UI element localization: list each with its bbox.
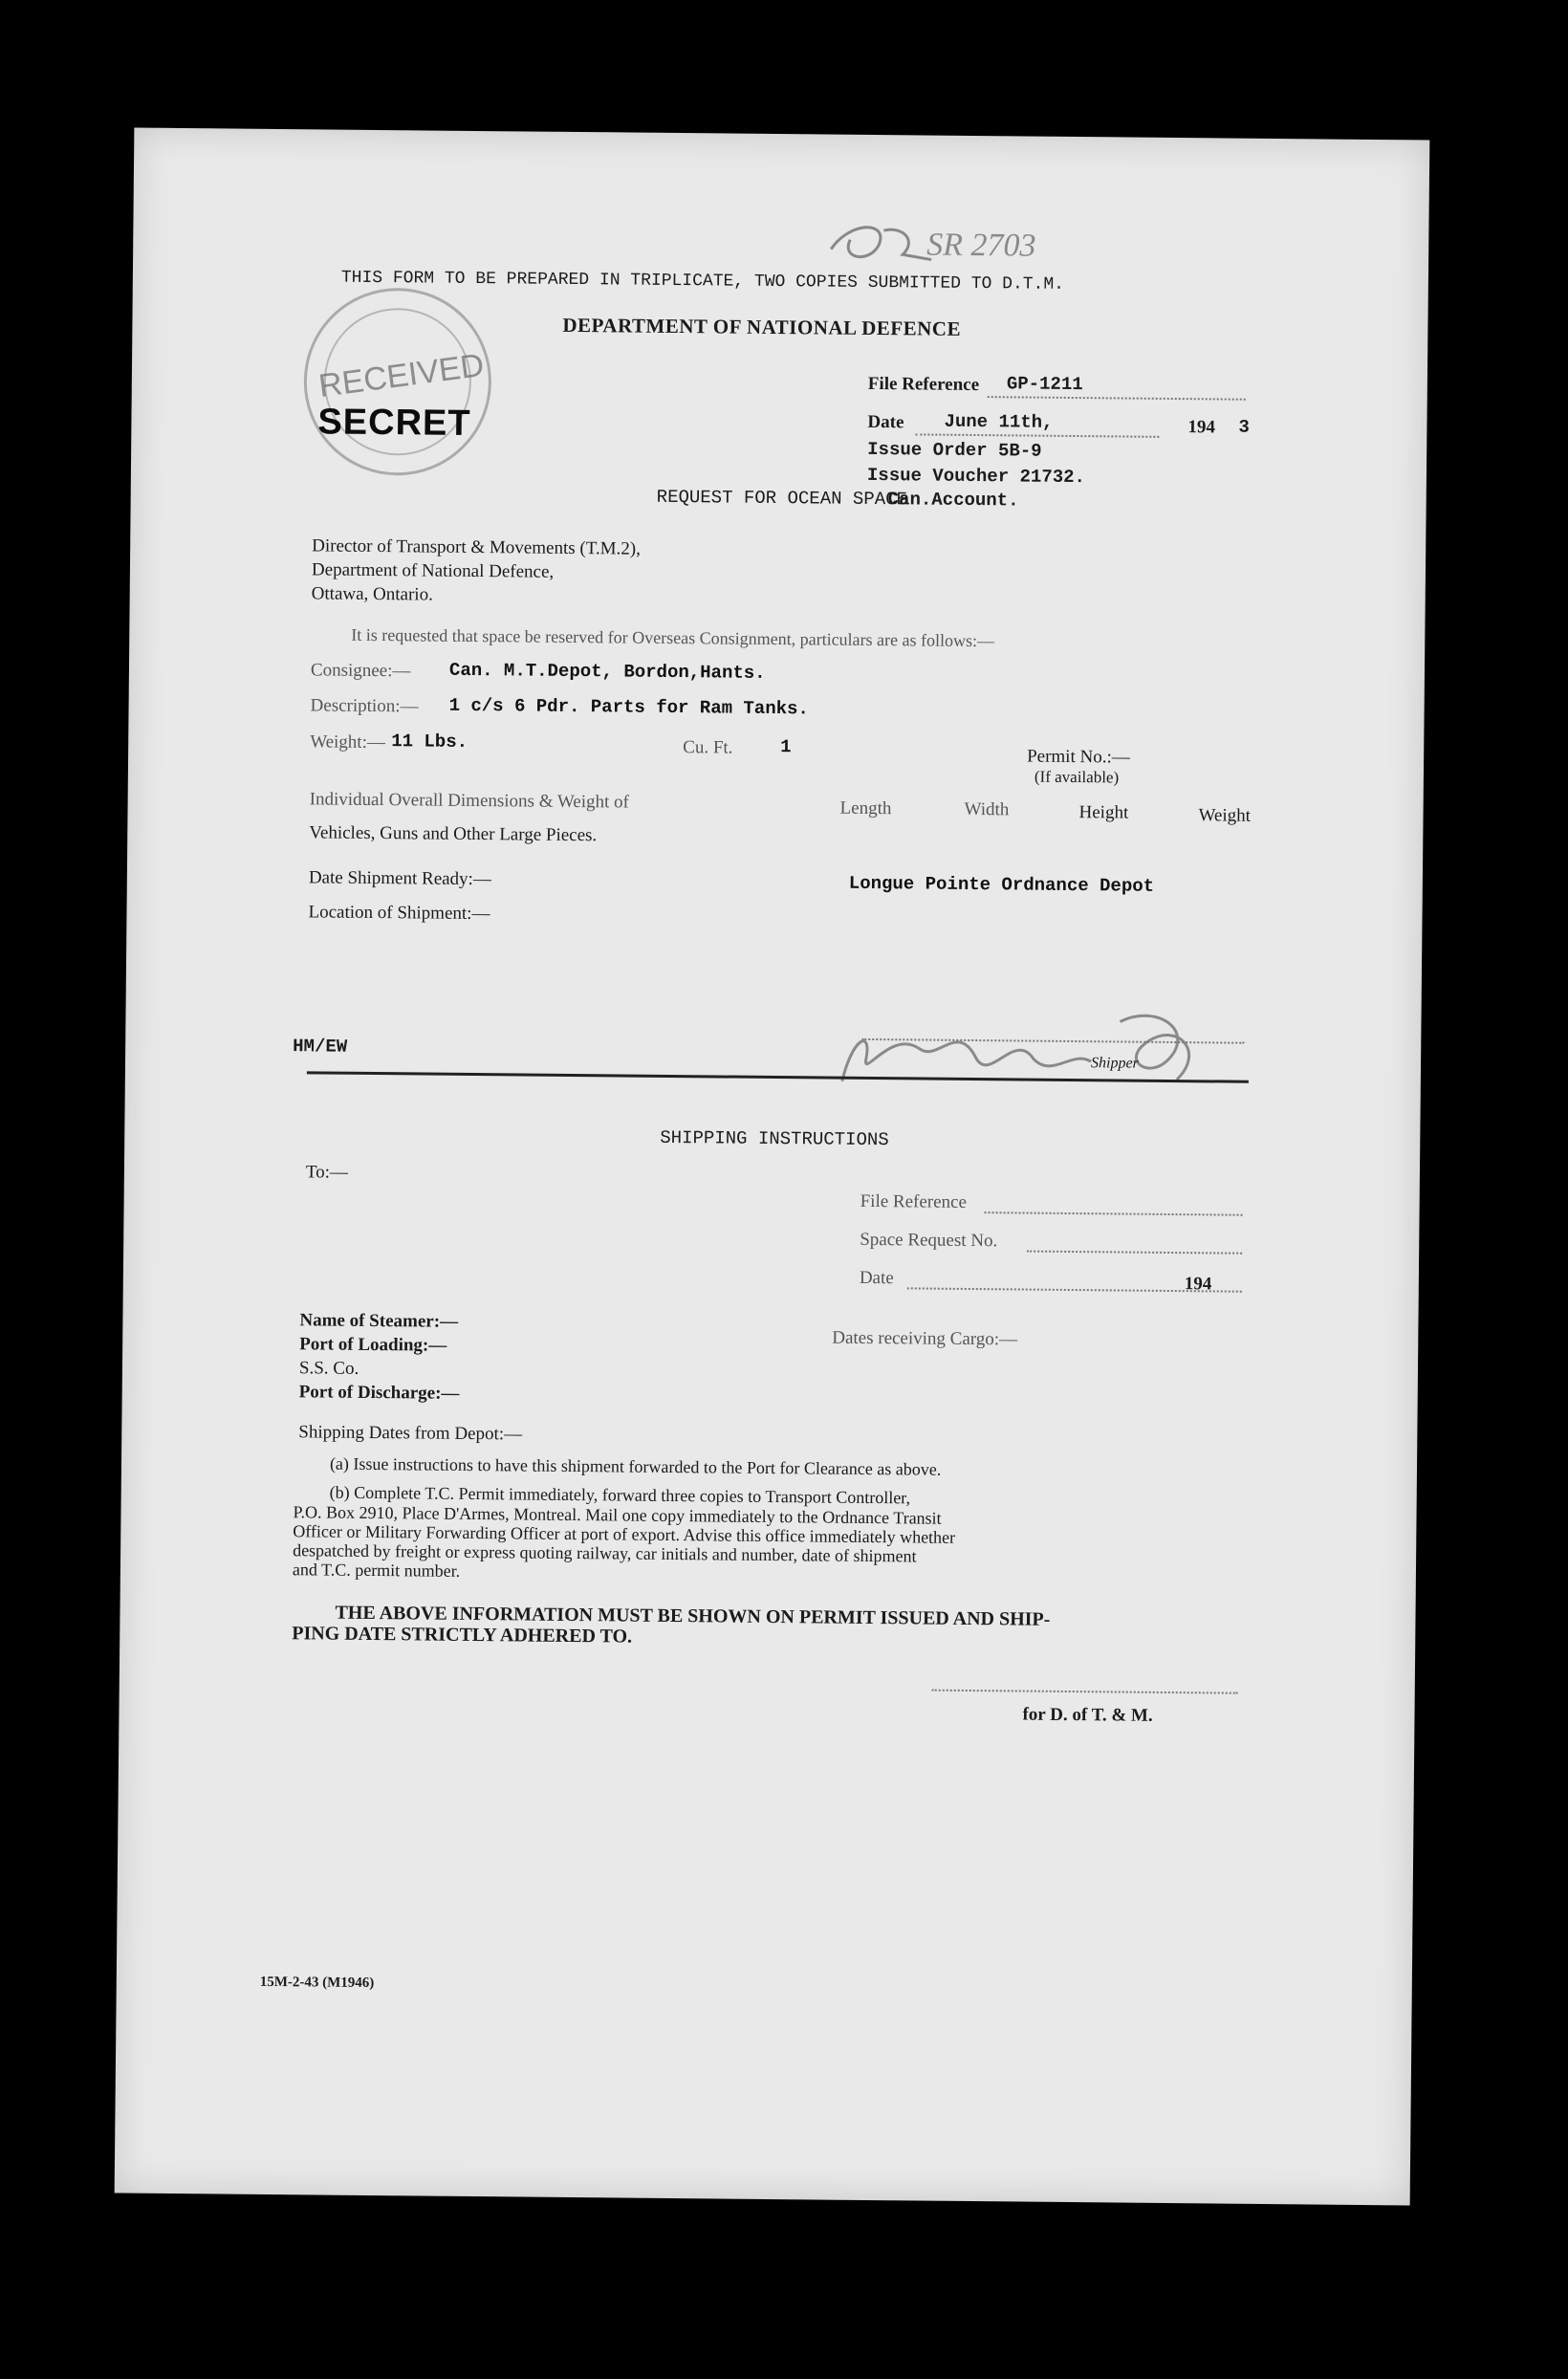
form-instruction: THIS FORM TO BE PREPARED IN TRIPLICATE, TWO COPIES SUBMITTED TO D.T.M.: [340, 268, 1065, 295]
col-length: Length: [839, 797, 892, 819]
instruction-b4: despatched by freight or express quoting railway, car initials and number, date of shipment: [293, 1540, 917, 1566]
cuft-label: Cu. Ft.: [683, 737, 733, 758]
typist-initials: HM/EW: [293, 1036, 348, 1058]
col-weight: Weight: [1198, 805, 1252, 826]
shipper-signature: [833, 991, 1293, 1110]
dates-cargo-label: Dates receiving Cargo:—: [832, 1327, 1018, 1350]
date-value: June 11th,: [944, 410, 1054, 433]
space-request-label: Space Request No.: [860, 1229, 998, 1252]
to-label: To:—: [305, 1162, 349, 1183]
consignee-value: Can. M.T.Depot, Bordon,Hants.: [448, 659, 766, 684]
request-intro: It is requested that space be reserved for Overseas Consignment, particulars are as follows:—: [351, 624, 995, 651]
notice-line2: PING DATE STRICTLY ADHERED TO.: [292, 1623, 633, 1648]
handwritten-reference: [812, 201, 1061, 279]
consignee-label: Consignee:—: [310, 660, 411, 682]
file-reference-value: GP-1211: [1006, 373, 1083, 396]
location-value: Longue Pointe Ordnance Depot: [848, 872, 1155, 897]
handwritten-ref-text: SR 2703: [926, 227, 1036, 264]
weight-value: 11 Lbs.: [391, 731, 468, 753]
dimensions-line1: Individual Overall Dimensions & Weight of: [309, 789, 630, 813]
document-page: [115, 128, 1430, 2206]
shipping-dates-label: Shipping Dates from Depot:—: [298, 1422, 523, 1445]
file-reference-label: File Reference: [867, 373, 980, 396]
received-stamp: [303, 287, 492, 476]
request-title: REQUEST FOR OCEAN SPACE: [656, 486, 908, 511]
issue-order: Issue Order 5B-9: [867, 438, 1042, 462]
instruction-b1: (b) Complete T.C. Permit immediately, forward three copies to Transport Controller,: [329, 1482, 911, 1508]
stamp-text: RECEIVED: [316, 346, 487, 405]
shipping-title: SHIPPING INSTRUCTIONS: [660, 1126, 889, 1151]
addressee-line1: Director of Transport & Movements (T.M.2),: [312, 535, 642, 559]
ship-date-label: Date: [859, 1267, 894, 1289]
instruction-b2: P.O. Box 2910, Place D'Armes, Montreal. Mail one copy immediately to the Ordnance Transit: [293, 1502, 942, 1528]
cuft-value: 1: [780, 736, 792, 758]
shipper-label: Shipper: [1090, 1055, 1139, 1072]
description-value: 1 c/s 6 Pdr. Parts for Ram Tanks.: [448, 694, 809, 720]
dimensions-line2: Vehicles, Guns and Other Large Pieces.: [309, 822, 598, 846]
classification-secret: SECRET: [317, 402, 471, 444]
year-prefix: 194: [1187, 417, 1216, 438]
discharge-label: Port of Discharge:—: [298, 1382, 460, 1404]
department-title: DEPARTMENT OF NATIONAL DEFENCE: [562, 313, 962, 340]
description-label: Description:—: [310, 695, 419, 717]
year-suffix: 3: [1238, 416, 1250, 438]
loading-label: Port of Loading:—: [299, 1334, 447, 1356]
instruction-a: (a) Issue instructions to have this shipment forwarded to the Port for Clearance as above.: [329, 1453, 942, 1479]
instruction-b3: Officer or Military Forwarding Officer at port of export. Advise this office immediately whether: [293, 1521, 956, 1547]
issue-voucher: Issue Voucher 21732.: [866, 464, 1086, 489]
col-height: Height: [1078, 802, 1129, 823]
date-label: Date: [867, 411, 904, 433]
account-label: Can.Account.: [887, 489, 1019, 512]
ss-co-label: S.S. Co.: [298, 1358, 359, 1379]
signoff: for D. of T. & M.: [1022, 1704, 1153, 1726]
form-number: 15M-2-43 (M1946): [259, 1974, 375, 1992]
notice-line1: THE ABOVE INFORMATION MUST BE SHOWN ON PERMIT ISSUED AND SHIP-: [335, 1602, 1051, 1630]
permit-label: Permit No.:—: [1027, 746, 1130, 768]
steamer-label: Name of Steamer:—: [299, 1310, 459, 1332]
addressee-line3: Ottawa, Ontario.: [311, 583, 433, 605]
permit-note: (If available): [1034, 767, 1120, 787]
weight-label: Weight:—: [310, 731, 386, 753]
ship-file-ref-label: File Reference: [860, 1190, 968, 1212]
instruction-b5: and T.C. permit number.: [292, 1560, 461, 1581]
location-label: Location of Shipment:—: [308, 902, 490, 925]
date-ready-label: Date Shipment Ready:—: [308, 867, 492, 890]
addressee-line2: Department of National Defence,: [311, 559, 555, 582]
ship-year-prefix: 194: [1184, 1274, 1212, 1295]
col-width: Width: [964, 798, 1010, 820]
